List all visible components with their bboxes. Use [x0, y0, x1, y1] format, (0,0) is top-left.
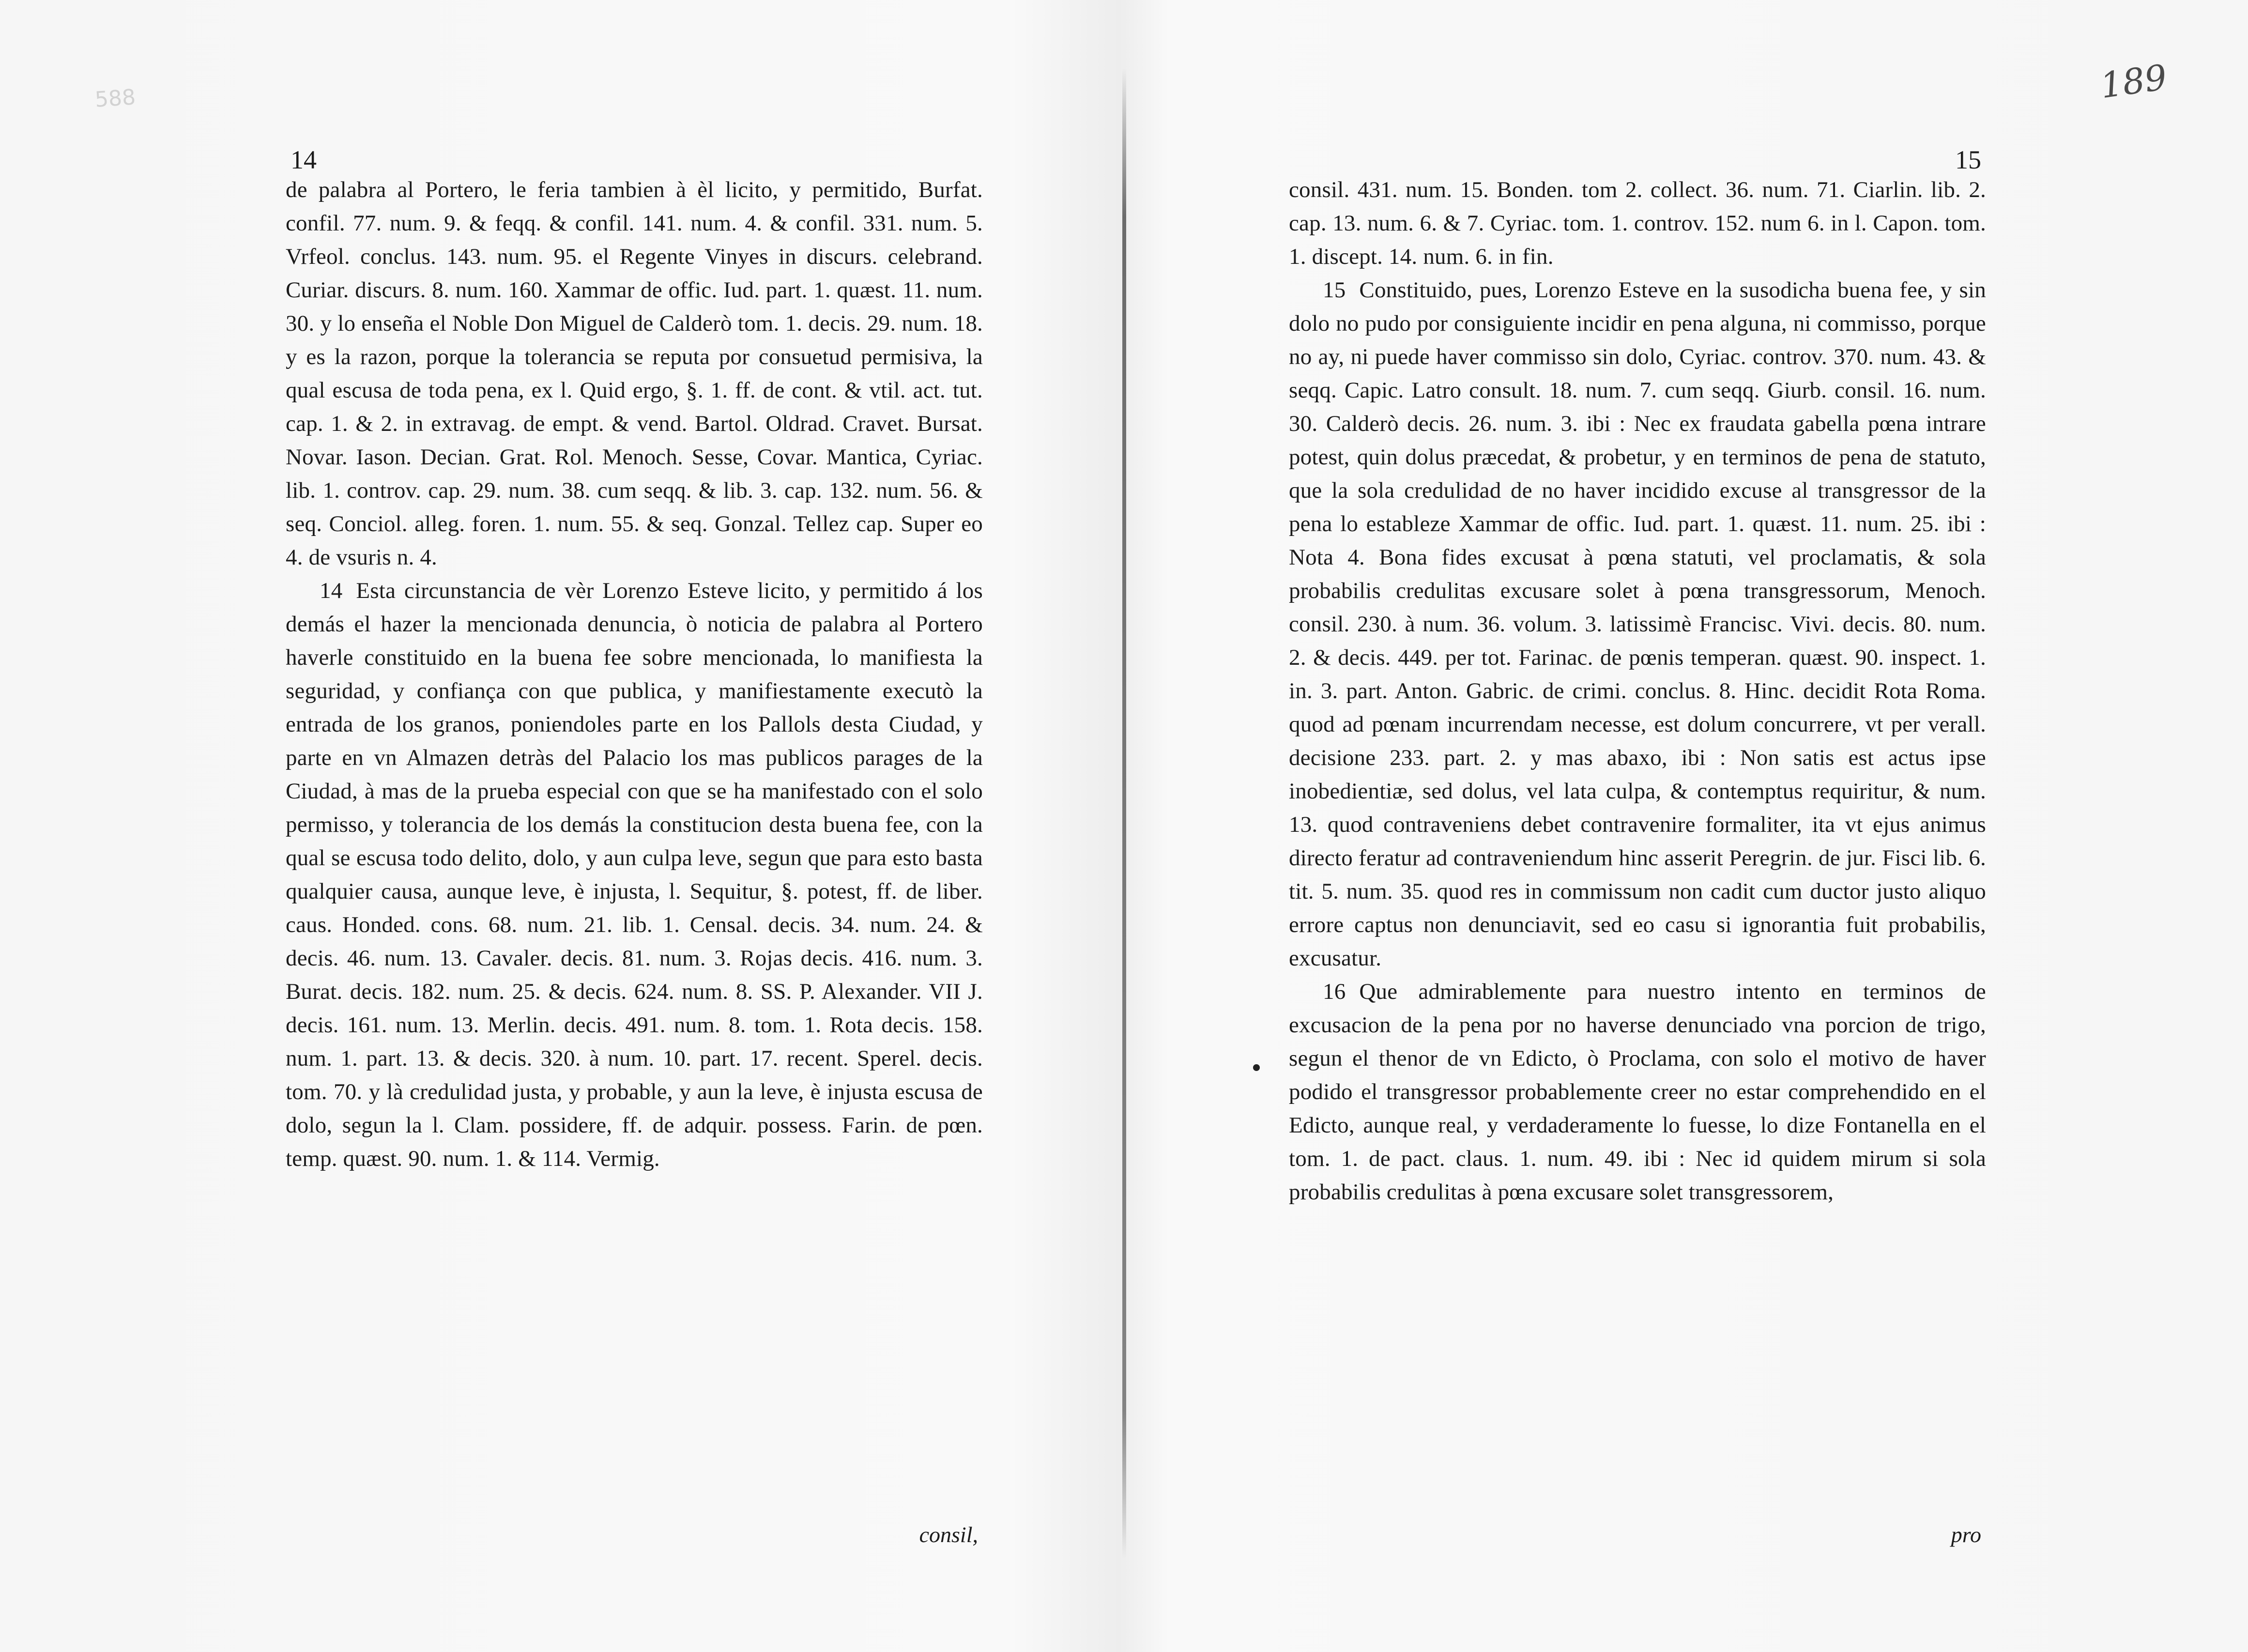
paragraph-16 — [1289, 975, 1986, 1209]
left-continuation-paragraph: de palabra al Portero, le feria tambien à èl licito, y permitido, Burfat. confil. 77. num. 9. & feqq. & confil. 141. num. 4. & confil. 331. num. 5. Vrfeol. conclus. 143. num. 95. el Regente Vinyes in discurs. celebrand. Curiar. discurs. 8. num. 160. Xammar de offic. Iud. part. 1. quæst. 11. num. 30. y lo enseña el Noble Don Miguel de Calderò tom. 1. decis. 29. num. 18. y es la razon, porque la tolerancia se reputa por consuetud permisiva, la qual escusa de toda pena, ex l. Quid ergo, §. 1. ff. de cont. & vtil. act. tut. cap. 1. & 2. in extravag. de empt. & vend. Bartol. Oldrad. Cravet. Bursat. Novar. Iason. Decian. Grat. Rol. Menoch. Sesse, Covar. Mantica, Cyriac. lib. 1. controv. cap. 29. num. 38. cum seqq. & lib. 3. cap. 132. num. 56. & seq. Conciol. alleg. foren. 1. num. 55. & seq. Gonzal. Tellez cap. Super eo 4. de vsuris n. 4. — [286, 177, 983, 570]
paragraph-16-text: Que admirablemente para nuestro intento en terminos de excusacion de la pena por no haverse denunciado vna porcion de trigo, segun el thenor de vn Edicto, ò Proclama, con solo el motivo de haver podido el transgressor probablemente creer no estar comprehendido en el Edicto, aunque real, y verdaderamente lo fuesse, lo dize Fontanella en el tom. 1. de pact. claus. 1. num. 49. ibi : Nec id quidem mirum si sola probabilis credulitas à pœna excusare solet transgressorem, — [1289, 979, 1986, 1205]
faint-stamp-mark: 588 — [94, 85, 137, 112]
margin-ink-dot — [1253, 1064, 1260, 1071]
paragraph-14 — [286, 574, 983, 1176]
paragraph-15-text: Constituido, pues, Lorenzo Esteve en la susodicha buena fee, y sin dolo no pudo por consiguiente incidir en pena alguna, ni commisso, porque no ay, ni puede haver commisso sin dolo, Cyriac. controv. 370. num. 43. & seqq. Capic. Latro consult. 18. num. 7. cum seqq. Giurb. consil. 16. num. 30. Calderò decis. 26. num. 3. ibi : Nec ex fraudata gabella pœna intrare potest, quin dolus præcedat, & probetur, y en terminos de pena de statuto, que la sola credulidad de no haver incidido excuse al transgressor de la pena lo estableze Xammar de offic. Iud. part. 1. quæst. 11. num. 25. ibi : Nota 4. Bona fides excusat à pœna statuti, vel proclamatis, & sola probabilis credulitas excusare solet à pœna transgressorum, Menoch. consil. 230. à num. 36. volum. 3. latissimè Francisc. Vivi. decis. 80. num. 2. & decis. 449. per tot. Farinac. de pœnis temperan. quæst. 90. inspect. 1. in. 3. part. Anton. Gabric. de crimi. conclus. 8. Hinc. decidit Rota Roma. quod ad pœnam incurrendam necesse, est dolum concurrere, vt per verall. decisione 233. part. 2. y mas abaxo, ibi : Non satis est actus ipse inobedientiæ, sed dolus, vel lata culpa, & contemptus requiritur, & num. 13. quod contraveniens debet contravenire formaliter, ita vt ejus animus directo feratur ad contraveniendum hinc asserit Peregrin. de jur. Fisci lib. 6. tit. 5. num. 35. quod res in commissum non cadit cum ductor justo aliquo errore captus non denunciavit, sed eo casu si ignorantia fuit probabilis, excusatur. — [1289, 277, 1986, 971]
left-page-number: 14 — [291, 145, 317, 174]
left-catchword: consil, — [919, 1522, 978, 1547]
paragraph-16-number: 16 — [1323, 979, 1346, 1004]
right-page — [1289, 145, 1986, 1549]
paragraph-14-number: 14 — [320, 578, 343, 603]
left-page — [286, 145, 983, 1549]
right-catchword: pro — [1951, 1522, 1981, 1547]
book-gutter — [1122, 68, 1126, 1559]
left-page-text — [286, 173, 983, 1176]
handwritten-folio-number: 189 — [2097, 56, 2170, 107]
paragraph-15-number: 15 — [1323, 277, 1346, 303]
right-page-text — [1289, 173, 1986, 1209]
paragraph-15 — [1289, 274, 1986, 975]
right-continuation-paragraph: consil. 431. num. 15. Bonden. tom 2. collect. 36. num. 71. Ciarlin. lib. 2. cap. 13. num. 6. & 7. Cyriac. tom. 1. controv. 152. num 6. in l. Capon. tom. 1. discept. 14. num. 6. in fin. — [1289, 177, 1986, 269]
paragraph-14-text: Esta circunstancia de vèr Lorenzo Esteve licito, y permitido á los demás el hazer la mencionada denuncia, ò noticia de palabra al Portero haverle constituido en la buena fee sobre mencionada, lo manifiesta la seguridad, y confiança con que publica, y manifiestamente executò la entrada de los granos, poniendoles parte en los Pallols desta Ciudad, y parte en vn Almazen detràs del Palacio los mas publicos parages de la Ciudad, à mas de la prueba especial con que se ha manifestado con el solo permisso, y tolerancia de los demás la constitucion desta buena fee, con la qual se escusa todo delito, dolo, y aun culpa leve, segun que para esto basta qualquier causa, aunque leve, è injusta, l. Sequitur, §. potest, ff. de liber. caus. Honded. cons. 68. num. 21. lib. 1. Censal. decis. 34. num. 24. & decis. 46. num. 13. Cavaler. decis. 81. num. 3. Rojas decis. 416. num. 3. Burat. decis. 182. num. 25. & decis. 624. num. 8. SS. P. Alexander. VII J. decis. 161. num. 13. Merlin. decis. 491. num. 8. tom. 1. Rota decis. 158. num. 1. part. 13. & decis. 320. à num. 10. part. 17. recent. Sperel. decis. tom. 70. y là credulidad justa, y probable, y aun la leve, è injusta escusa de dolo, segun la l. Clam. possidere, ff. de adquir. possess. Farin. de pœn. temp. quæst. 90. num. 1. & 114. Vermig. — [286, 578, 983, 1171]
right-page-number: 15 — [1955, 145, 1981, 174]
